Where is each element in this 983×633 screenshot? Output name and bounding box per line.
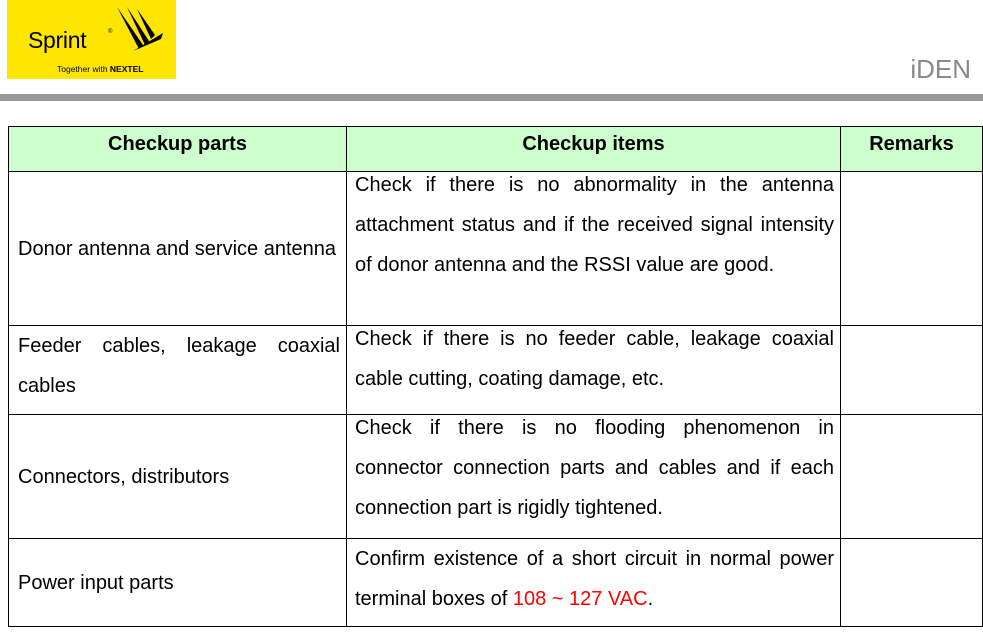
header-checkup-items: Checkup items bbox=[347, 127, 841, 172]
checkup-item-text: Check if there is no abnormality in the antenna attachment status and if the received signal intensity of donor antenna and the RSSI value are good. bbox=[355, 174, 834, 276]
table-row bbox=[9, 539, 983, 627]
checkup-item-cell bbox=[347, 326, 841, 415]
sprint-wings-icon bbox=[113, 5, 165, 57]
checkup-part-text: Feeder cables, leakage coaxial cables bbox=[18, 335, 340, 397]
product-label: iDEN bbox=[910, 54, 971, 84]
checkup-item-prefix: Confirm existence of a short circuit in normal power terminal boxes of bbox=[355, 548, 834, 610]
remarks-cell bbox=[841, 172, 983, 326]
checkup-item-cell bbox=[347, 539, 841, 627]
sprint-nextel-logo bbox=[7, 0, 176, 79]
checkup-part-cell: Connectors, distributors bbox=[9, 415, 347, 539]
checkup-item-cell bbox=[347, 172, 841, 326]
checkup-item-cell bbox=[347, 415, 841, 539]
checkup-item-text bbox=[355, 539, 834, 619]
header-remarks: Remarks bbox=[841, 127, 983, 172]
checkup-item-suffix: . bbox=[647, 588, 654, 610]
checkup-part-cell: Donor antenna and service antenna bbox=[9, 172, 347, 326]
checkup-part-cell: Power input parts bbox=[9, 539, 347, 627]
trademark-mark: ® bbox=[108, 29, 113, 35]
checkup-item-text: Check if there is no feeder cable, leakage coaxial cable cutting, coating damage, etc. bbox=[355, 328, 834, 390]
logo-brand-text: Sprint bbox=[28, 27, 87, 53]
table-row bbox=[9, 172, 983, 326]
logo-tagline bbox=[57, 64, 143, 74]
remarks-cell bbox=[841, 326, 983, 415]
checkup-item-text: Check if there is no flooding phenomenon in connector connection parts and cables and if each connection part is rigidly tightened. bbox=[355, 417, 834, 519]
header-checkup-parts: Checkup parts bbox=[9, 127, 347, 172]
checkup-table bbox=[8, 126, 983, 627]
table-row bbox=[9, 415, 983, 539]
logo-tagline-prefix: Together with bbox=[57, 64, 110, 74]
table-row bbox=[9, 326, 983, 415]
logo-tagline-brand: NEXTEL bbox=[109, 64, 144, 74]
header-divider bbox=[0, 94, 983, 101]
checkup-part-cell bbox=[9, 326, 347, 415]
remarks-cell bbox=[841, 539, 983, 627]
remarks-cell bbox=[841, 415, 983, 539]
voltage-range-highlight: 108 ~ 127 VAC bbox=[512, 588, 648, 610]
